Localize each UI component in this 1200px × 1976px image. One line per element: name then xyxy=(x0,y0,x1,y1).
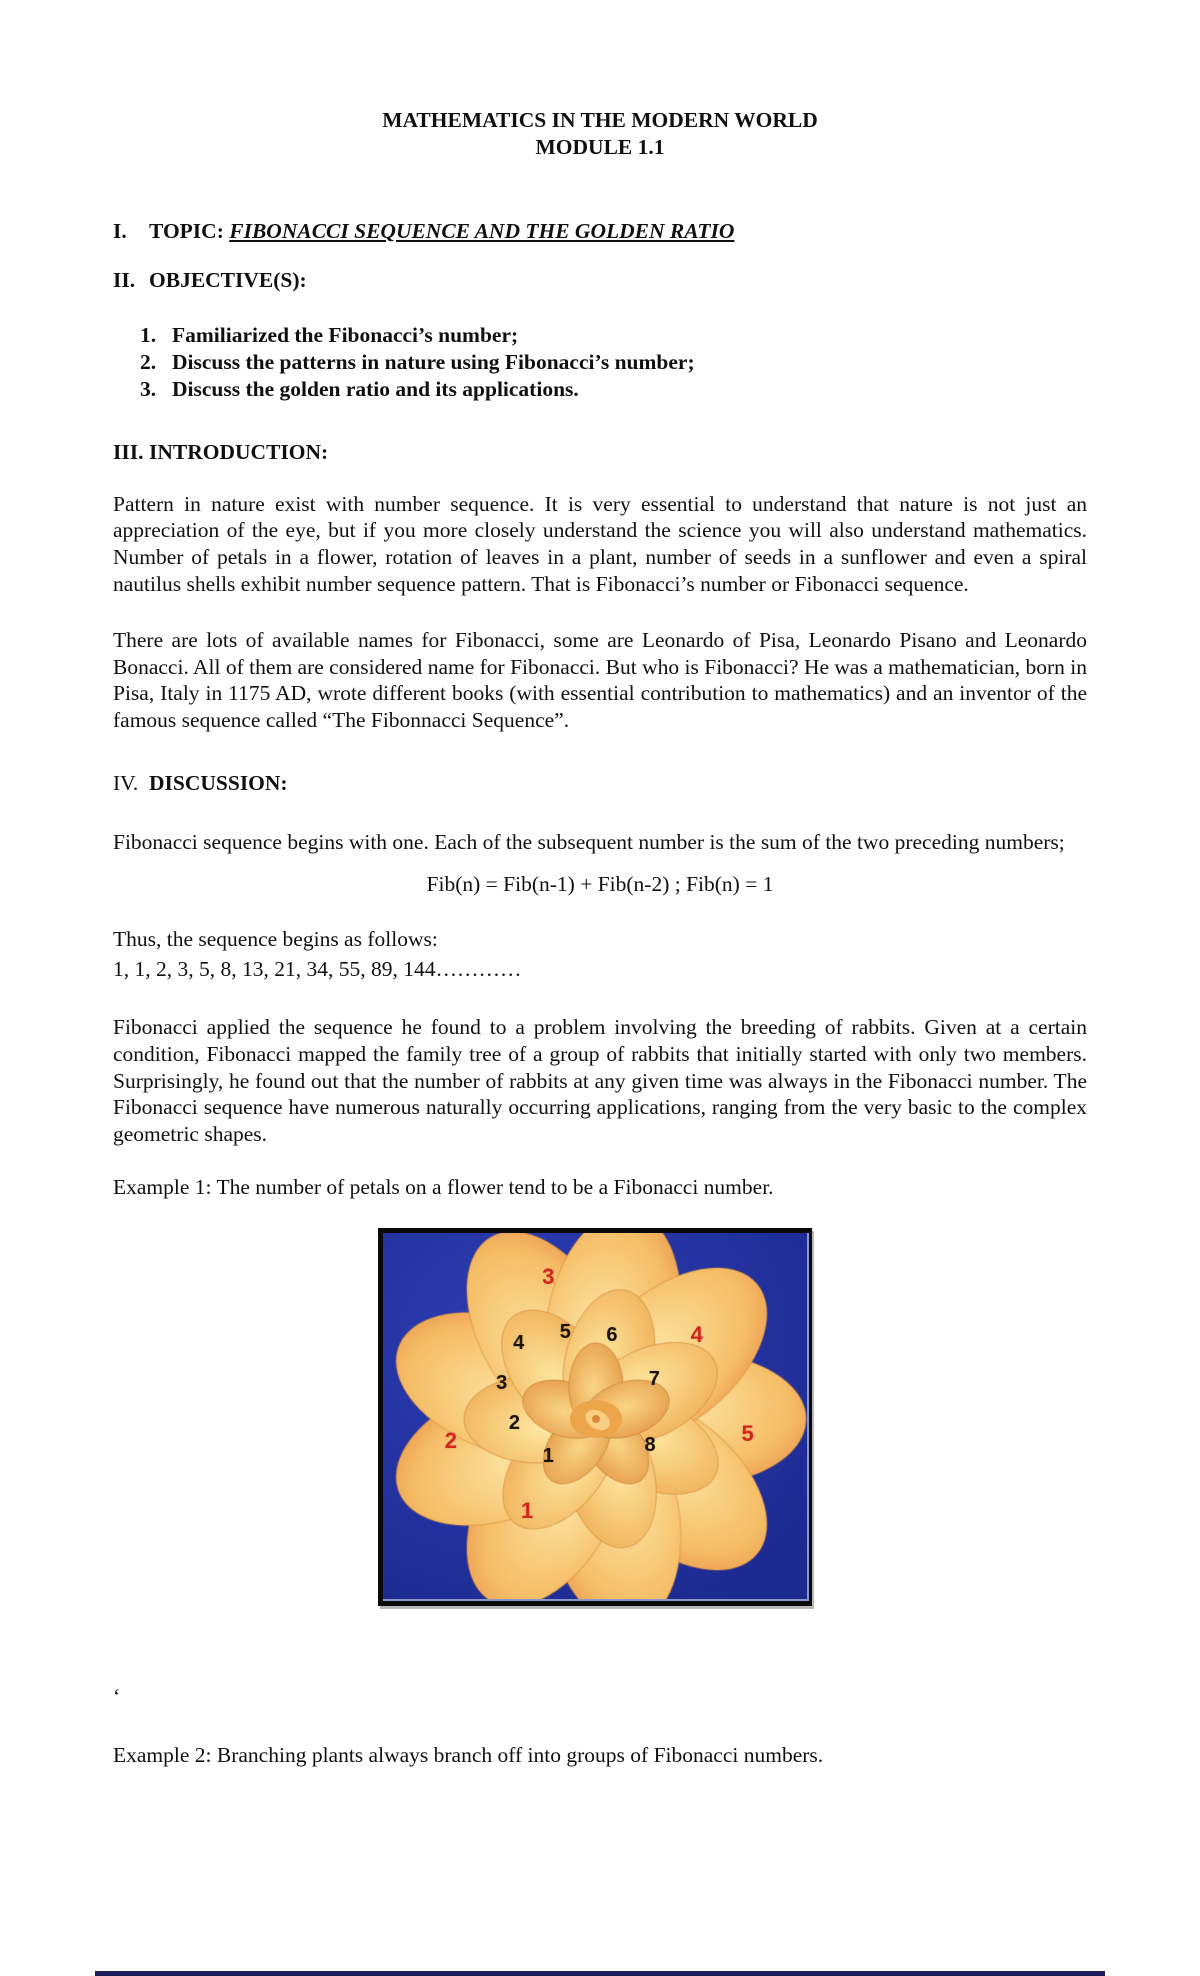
discussion-intro-paragraph: Fibonacci sequence begins with one. Each of the subsequent number is the sum of the two preceding numbers; xyxy=(113,830,1065,855)
petal-count-label: 4 xyxy=(690,1322,703,1348)
rabbit-paragraph: Fibonacci applied the sequence he found to a problem involving the breeding of rabbits. Given at a certain condition, Fibonacci mapped the family tree of a group of rabbits that initially started with only two members. Surprisingly, he found out that the number of rabbits at any given time was always in the Fibonacci number. The Fibonacci sequence have numerous naturally occurring applications, ranging from the very basic to the complex geometric shapes. xyxy=(113,1015,1087,1146)
sequence-block xyxy=(113,924,1087,984)
objective-number: 1. xyxy=(140,323,157,348)
petal-count-label: 5 xyxy=(741,1421,754,1447)
document-title-line1: MATHEMATICS IN THE MODERN WORLD xyxy=(382,108,818,132)
petal-count-label: 1 xyxy=(542,1445,554,1468)
discussion-heading xyxy=(113,770,1087,797)
objective-text: Discuss the golden ratio and its applications. xyxy=(172,377,579,402)
topic-heading xyxy=(113,218,1087,245)
objective-number: 2. xyxy=(140,350,157,375)
introduction-label: INTRODUCTION: xyxy=(149,440,329,465)
document-title-line2: MODULE 1.1 xyxy=(535,135,665,159)
objective-text: Discuss the patterns in nature using Fibonacci’s number; xyxy=(172,350,695,375)
stray-quote-mark: ‘ xyxy=(113,1683,121,1708)
petal-count-label: 3 xyxy=(542,1263,555,1289)
petal-count-label: 4 xyxy=(513,1331,525,1354)
petal-count-label: 2 xyxy=(444,1428,457,1454)
discussion-numeral: IV. xyxy=(113,770,139,795)
introduction-numeral: III. xyxy=(113,440,144,465)
petal-count-label: 8 xyxy=(644,1434,656,1457)
topic-label: TOPIC: xyxy=(149,219,224,243)
introduction-paragraph-2: There are lots of available names for Fibonacci, some are Leonardo of Pisa, Leonardo Pisano and Leonardo Bonacci. All of them are considered name for Fibonacci. But who is Fibonacci? He was a mathematician, born in Pisa, Italy in 1175 AD, wrote different books (with essential contribution to mathematics) and an inventor of the famous sequence called “The Fibonnacci Sequence”. xyxy=(113,628,1087,732)
objective-number: 3. xyxy=(140,377,157,402)
next-figure-top-sliver xyxy=(95,1971,1105,1976)
sequence-values: 1, 1, 2, 3, 5, 8, 13, 21, 34, 55, 89, 144………… xyxy=(113,957,522,982)
rose-photo xyxy=(383,1233,809,1601)
discussion-label: DISCUSSION: xyxy=(149,770,288,795)
document-title xyxy=(113,0,1087,161)
rose-figure xyxy=(378,1228,812,1606)
petal-count-labels xyxy=(383,1233,807,1599)
sequence-intro: Thus, the sequence begins as follows: xyxy=(113,927,438,952)
objective-item xyxy=(140,376,1087,403)
petal-count-label: 6 xyxy=(606,1324,618,1347)
objective-item xyxy=(140,322,1087,349)
introduction-heading xyxy=(113,439,1087,466)
example-1-line: Example 1: The number of petals on a flower tend to be a Fibonacci number. xyxy=(113,1175,774,1200)
petal-count-label: 2 xyxy=(508,1412,520,1435)
objectives-numeral: II. xyxy=(113,267,136,292)
objective-text: Familiarized the Fibonacci’s number; xyxy=(172,323,519,348)
topic-title: FIBONACCI SEQUENCE AND THE GOLDEN RATIO xyxy=(229,219,735,243)
objectives-label: OBJECTIVE(S): xyxy=(149,267,307,292)
petal-count-label: 7 xyxy=(648,1368,660,1391)
fibonacci-formula: Fib(n) = Fib(n-1) + Fib(n-2) ; Fib(n) = 1 xyxy=(426,871,774,896)
example-2-line: Example 2: Branching plants always branch off into groups of Fibonacci numbers. xyxy=(113,1742,824,1767)
objectives-heading xyxy=(113,267,1087,294)
petal-count-label: 3 xyxy=(496,1371,508,1394)
petal-count-label: 1 xyxy=(521,1498,534,1524)
objectives-list xyxy=(113,322,1087,403)
introduction-paragraph-1: Pattern in nature exist with number sequence. It is very essential to understand that nature is not just an appreciation of the eye, but if you more closely understand the science you will also understand mathematics. Number of petals in a flower, rotation of leaves in a plant, number of seeds in a sunflower and even a spiral nautilus shells exhibit number sequence pattern. That is Fibonacci’s number or Fibonacci sequence. xyxy=(113,491,1087,596)
objective-item xyxy=(140,349,1087,376)
petal-count-label: 5 xyxy=(559,1320,571,1343)
topic-numeral: I. xyxy=(113,219,127,243)
rose-figure-frame xyxy=(378,1228,812,1606)
